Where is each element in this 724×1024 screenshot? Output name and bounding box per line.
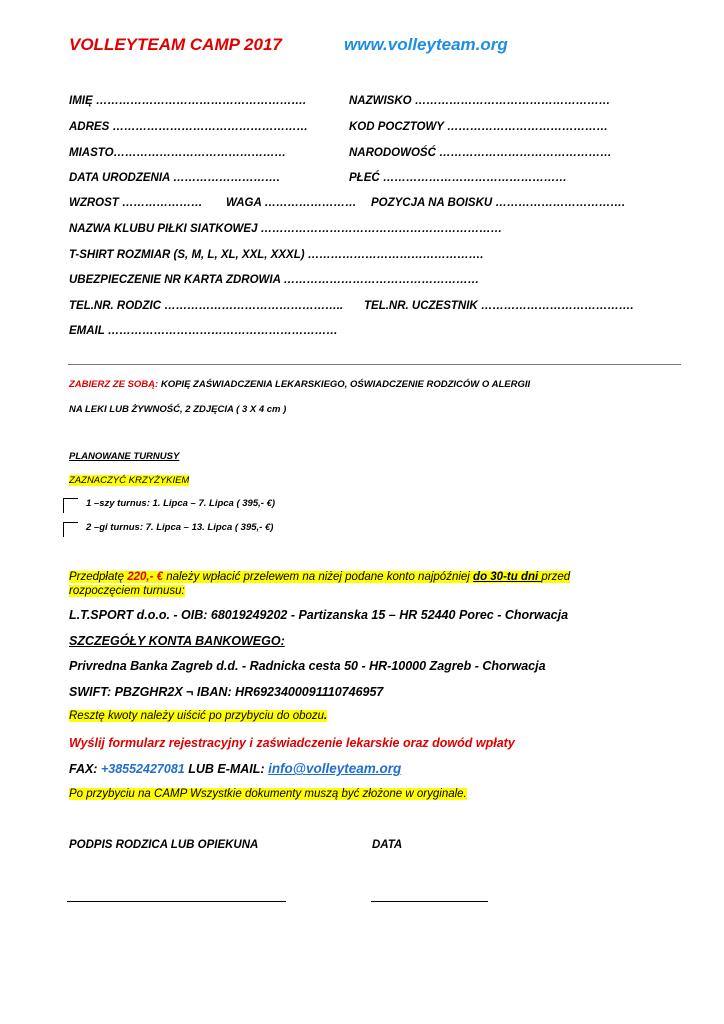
field-klub[interactable]: NAZWA KLUBU PIŁKI SIATKOWEJ ……………………………………………………… [69, 223, 503, 235]
bank-heading: SZCZEGÓŁY KONTA BANKOWEGO: [69, 634, 285, 648]
send-instruction: Wyślij formularz rejestracyjny i zaświadczenie lekarskie oraz dowód wpłaty [69, 736, 515, 750]
camp-title: VOLLEYTEAM CAMP 2017 [69, 35, 282, 54]
divider [68, 364, 681, 365]
fax-number: +38552427081 [100, 762, 185, 776]
turnus-2-label: 2 –gi turnus: 7. Lipca – 13. Lipca ( 395,- €) [86, 522, 274, 533]
rest-payment: Resztę kwoty należy uiścić po przybyciu do obozu [69, 710, 325, 722]
website-url[interactable]: www.volleyteam.org [344, 35, 508, 54]
bring-text-1: KOPIĘ ZAŚWIADCZENIA LEKARSKIEGO, OŚWIADCZENIE RODZICÓW O ALERGII [158, 379, 531, 390]
payment-line-1 [69, 571, 570, 583]
payment-line-2: rozpoczęciem turnusu: [69, 585, 185, 597]
bring-text-2: NA LEKI LUB ŻYWNOŚĆ, 2 ZDJĘCIA ( 3 X 4 cm ) [69, 404, 287, 415]
bring-label: ZABIERZ ZE SOBĄ: [69, 379, 159, 390]
date-label: DATA [372, 839, 403, 851]
field-tel-uczestnik[interactable]: TEL.NR. UCZESTNIK …………………………………. [364, 300, 634, 312]
field-waga[interactable]: WAGA …………………… [226, 197, 357, 209]
field-kod-pocztowy[interactable]: KOD POCZTOWY …………………………………… [349, 121, 608, 133]
company-details: L.T.SPORT d.o.o. - OIB: 68019249202 - Partizanska 15 – HR 52440 Porec - Chorwacja [69, 608, 569, 622]
turnus-1-checkbox[interactable] [63, 498, 78, 513]
payment-deadline: do 30-tu dni [473, 571, 542, 583]
swift-iban: SWIFT: PBZGHR2X ¬ IBAN: HR6923400091110746957 [69, 685, 384, 699]
payment-text-2: należy wpłacić przelewem na niżej podane konto najpóźniej [163, 571, 474, 583]
turnusy-heading: PLANOWANE TURNUSY [69, 451, 180, 462]
field-imie[interactable]: IMIĘ ………………………………………………. [69, 95, 307, 107]
turnus-2-checkbox[interactable] [63, 522, 78, 537]
field-adres[interactable]: ADRES …………………………………………… [69, 121, 308, 133]
bring-line-1 [69, 379, 530, 390]
parent-signature-line[interactable] [67, 901, 286, 902]
email-link[interactable]: info@volleyteam.org [268, 761, 402, 776]
field-ubezpieczenie[interactable]: UBEZPIECZENIE NR KARTA ZDROWIA …………………………………………… [69, 274, 480, 286]
payment-text-3: przed [541, 571, 571, 583]
turnus-1-label: 1 –szy turnus: 1. Lipca – 7. Lipca ( 395,- €) [86, 498, 276, 509]
fax-label: FAX: [69, 762, 101, 776]
parent-signature-label: PODPIS RODZICA LUB OPIEKUNA [69, 839, 259, 851]
field-nazwisko[interactable]: NAZWISKO …………………………………………… [349, 95, 611, 107]
field-wzrost[interactable]: WZROST ………………… [69, 197, 203, 209]
field-tel-rodzic[interactable]: TEL.NR. RODZIC ……………………………………….. [69, 300, 344, 312]
payment-text-1: Przedpłatę [69, 571, 128, 583]
field-miasto[interactable]: MIASTO……………………………………… [69, 147, 287, 159]
email-label: LUB E-MAIL: [184, 762, 269, 776]
field-plec[interactable]: PŁEĆ ………………………………………… [349, 172, 567, 184]
originals-note: Po przybyciu na CAMP Wszystkie dokumenty muszą być złożone w oryginale. [69, 788, 467, 800]
field-data-urodzenia[interactable]: DATA URODZENIA ………………………. [69, 172, 280, 184]
rest-payment-line [69, 710, 327, 722]
date-line[interactable] [371, 901, 488, 902]
field-email[interactable]: EMAIL …………………………………………………… [69, 325, 338, 337]
field-pozycja[interactable]: POZYCJA NA BOISKU ……………………………. [371, 197, 626, 209]
contact-line [69, 761, 401, 776]
field-narodowosc[interactable]: NARODOWOŚĆ ……………………………………… [349, 147, 612, 159]
bank-details: Privredna Banka Zagreb d.d. - Radnicka cesta 50 - HR-10000 Zagreb - Chorwacja [69, 659, 546, 673]
turnusy-instruction: ZAZNACZYĆ KRZYŻYKIEM [69, 475, 190, 486]
rest-payment-dot: . [324, 710, 328, 722]
payment-amount: 220,- € [127, 571, 163, 583]
field-tshirt[interactable]: T-SHIRT ROZMIAR (S, M, L, XL, XXL, XXXL) ………………………………………. [69, 249, 484, 261]
